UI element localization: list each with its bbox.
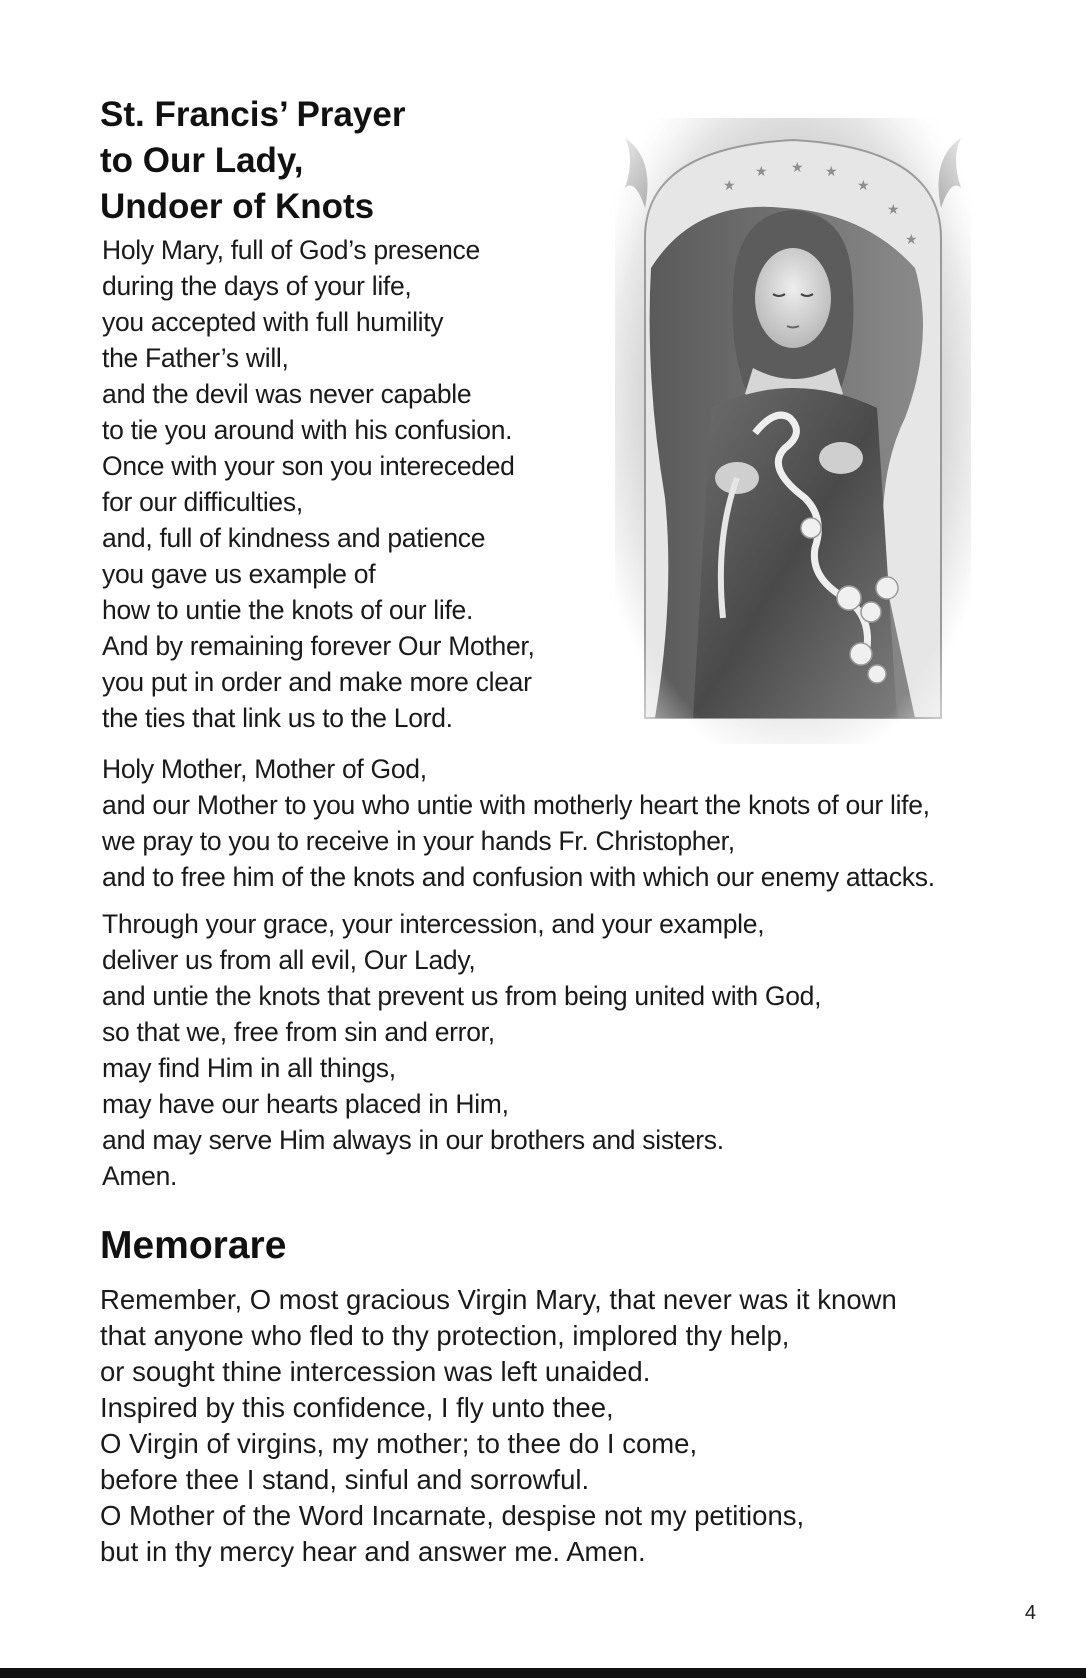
bottom-border <box>0 1668 1086 1678</box>
memorare-line: O Mother of the Word Incarnate, despise not my petitions, <box>100 1500 805 1531</box>
prayer-title-line: to Our Lady, <box>100 141 304 180</box>
prayer-line: and to free him of the knots and confusion with which our enemy attacks. <box>102 862 935 892</box>
illustration-vignette <box>615 118 971 744</box>
prayer-stanza-1 <box>102 232 535 736</box>
page-number: 4 <box>1024 1602 1036 1624</box>
prayer-title-line: St. Francis’ Prayer <box>100 95 406 134</box>
prayer-line: during the days of your life, <box>102 271 412 301</box>
prayer-line: may have our hearts placed in Him, <box>102 1089 509 1119</box>
prayer-line: Once with your son you intereceded <box>102 451 515 481</box>
prayer-title-line: Undoer of Knots <box>100 187 375 226</box>
prayer-line: And by remaining forever Our Mother, <box>102 631 535 661</box>
memorare-line: Remember, O most gracious Virgin Mary, that never was it known <box>100 1284 897 1315</box>
prayer-line: and untie the knots that prevent us from being united with God, <box>102 981 822 1011</box>
prayer-line: and the devil was never capable <box>102 379 472 409</box>
prayer-line: how to untie the knots of our life. <box>102 595 474 625</box>
memorare-line: before thee I stand, sinful and sorrowful. <box>100 1464 590 1495</box>
prayer-line: may find Him in all things, <box>102 1053 396 1083</box>
prayer-stanza-3 <box>102 906 821 1194</box>
prayer-line: Holy Mother, Mother of God, <box>102 754 427 784</box>
prayer-stanza-2 <box>102 751 935 895</box>
prayer-line: you put in order and make more clear <box>102 667 532 697</box>
memorare-line: that anyone who fled to thy protection, implored thy help, <box>100 1320 790 1351</box>
prayer-line: and may serve Him always in our brothers and sisters. <box>102 1125 724 1155</box>
prayer-line: Through your grace, your intercession, and your example, <box>102 909 765 939</box>
memorare-line: Inspired by this confidence, I fly unto thee, <box>100 1392 614 1423</box>
prayer-line: deliver us from all evil, Our Lady, <box>102 945 476 975</box>
memorare-line: O Virgin of virgins, my mother; to thee do I come, <box>100 1428 698 1459</box>
prayer-line: for our difficulties, <box>102 487 303 517</box>
memorare-line: but in thy mercy hear and answer me. Amen. <box>100 1536 646 1567</box>
prayer-line: the ties that link us to the Lord. <box>102 703 453 733</box>
memorare-text <box>100 1282 897 1570</box>
prayer-line: and, full of kindness and patience <box>102 523 486 553</box>
prayer-line: the Father’s will, <box>102 343 289 373</box>
prayer-line: Amen. <box>102 1161 178 1191</box>
prayer-line: Holy Mary, full of God’s presence <box>102 235 480 265</box>
prayer-line: so that we, free from sin and error, <box>102 1017 495 1047</box>
prayer-line: to tie you around with his confusion. <box>102 415 513 445</box>
prayer-line: you gave us example of <box>102 559 376 589</box>
prayer-line: and our Mother to you who untie with motherly heart the knots of our life, <box>102 790 930 820</box>
prayer-title <box>100 92 405 230</box>
mary-undoer-of-knots-illustration <box>615 118 971 744</box>
memorare-title: Memorare <box>100 1224 287 1267</box>
prayer-line: you accepted with full humility <box>102 307 444 337</box>
prayer-line: we pray to you to receive in your hands Fr. Christopher, <box>102 826 735 856</box>
memorare-line: or sought thine intercession was left unaided. <box>100 1356 651 1387</box>
